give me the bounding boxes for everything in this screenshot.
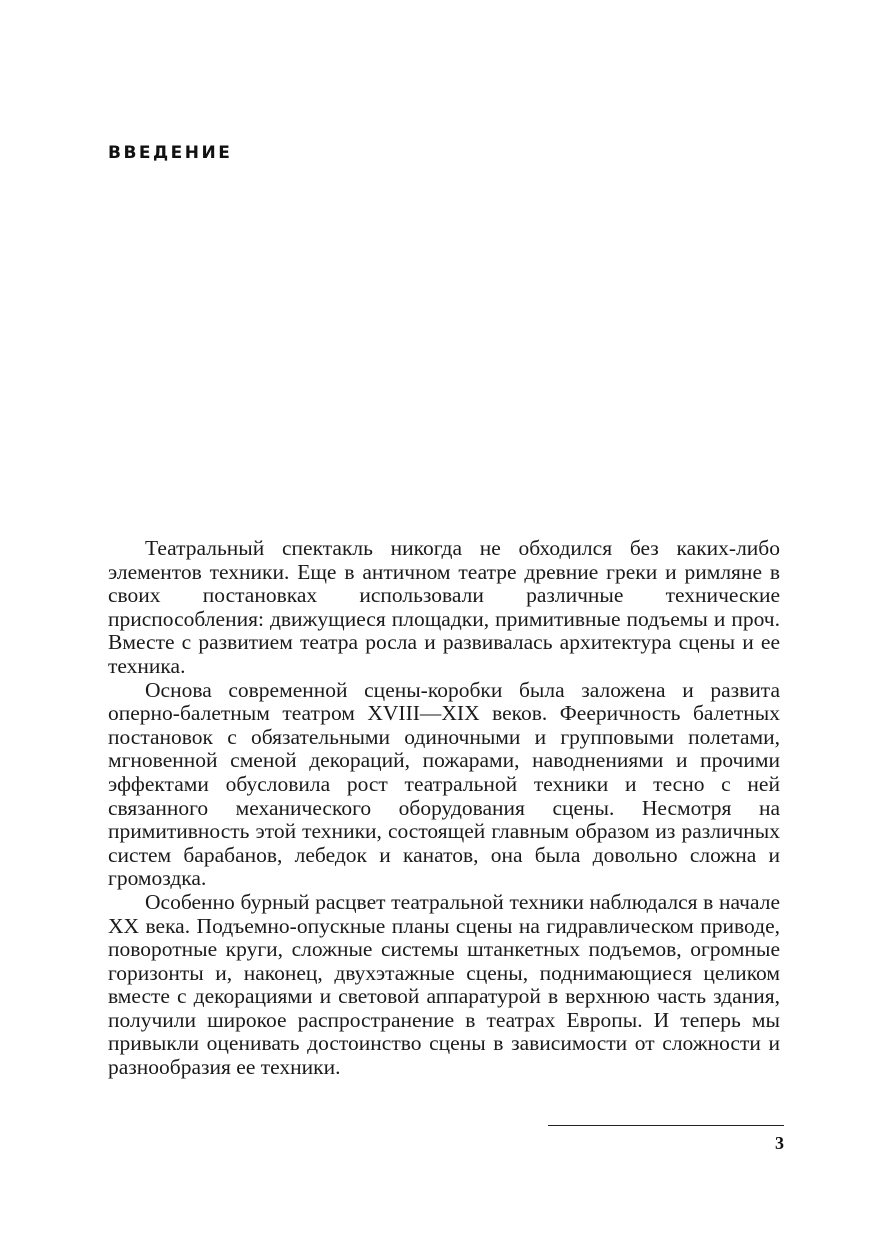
section-heading: ВВЕДЕНИЕ (108, 143, 233, 163)
paragraph-2: Основа современной сцены-коробки была заложена и развита оперно-балетным театром XVIII—XIX веков. Фееричность балетных постановок с обязательными одиночными и групповыми полетами, мгновенной сменой декораций, пожарами, наводнениями и прочими эффектами обусловила рост театральной техники и тесно с ней связанного механического оборудования сцены. Несмотря на примитивность этой техники, состоящей главным образом из различных систем барабанов, лебедок и канатов, она была довольно сложна и громоздка. (108, 677, 780, 891)
footer-rule (548, 1125, 784, 1126)
paragraph-1: Театральный спектакль никогда не обходился без каких-либо элементов техники. Еще в античном театре древние греки и римляне в своих постановках использовали различные технические приспособления: движущиеся площадки, примитивные подъемы и проч. Вместе с развитием театра росла и развивалась архитектура сцены и ее техника. (108, 536, 780, 678)
page-number: 3 (775, 1133, 784, 1153)
paragraph-3: Особенно бурный расцвет театральной техники наблюдался в начале XX века. Подъемно-опускные планы сцены на гидравлическом приводе, поворотные круги, сложные системы штанкетных подъемов, огромные горизонты и, наконец, двухэтажные сцены, поднимающиеся целиком вместе с декорациями и световой аппаратурой в верхнюю часть здания, получили широкое распространение в театрах Европы. И теперь мы привыкли оценивать достоинство сцены в зависимости от сложности и разнообразия ее техники. (108, 889, 780, 1080)
body-text (108, 537, 780, 1080)
